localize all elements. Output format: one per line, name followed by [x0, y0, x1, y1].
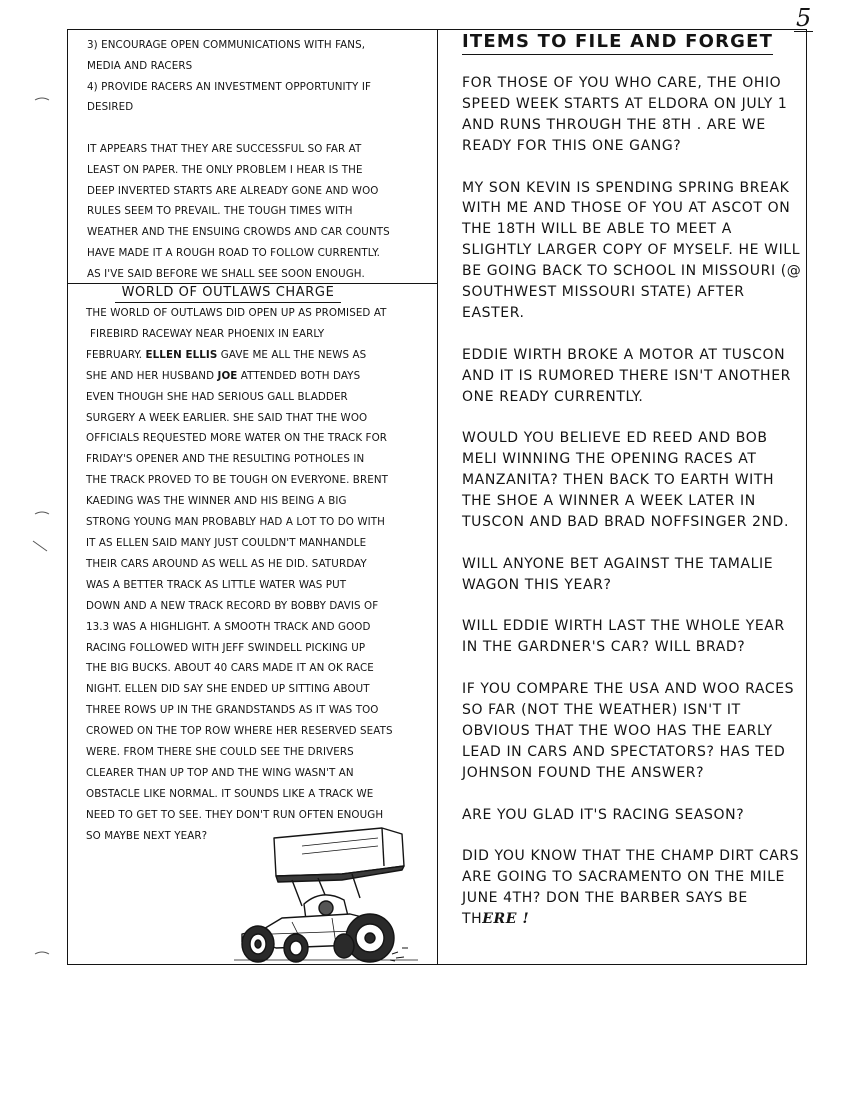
item-text: DID YOU KNOW THAT THE CHAMP DIRT CARS ARE GOING TO SACRAMENTO ON THE MILE JUNE 4TH? DON THE BARBER SAYS BE TH: [462, 848, 800, 928]
woo-text-line: STRONG YOUNG MAN PROBABLY HAD A LOT TO DO WITH: [86, 516, 386, 529]
item-paragraph: ARE YOU GLAD IT'S RACING SEASON?: [462, 806, 745, 823]
page-number: 5: [796, 4, 812, 32]
goal-line: 4) PROVIDE RACERS AN INVESTMENT OPPORTUNITY IF: [87, 80, 371, 93]
items-list: [462, 73, 802, 930]
woo-text-line: CROWED ON THE TOP ROW WHERE HER RESERVED SEATS: [86, 725, 393, 738]
margin-mark: [34, 950, 50, 956]
margin-mark: [32, 540, 48, 552]
text-line: AS I'VE SAID BEFORE WE SHALL SEE SOON ENOUGH.: [87, 267, 365, 280]
item-text-handwritten: ERE !: [482, 911, 530, 928]
item-paragraph: MY SON KEVIN IS SPENDING SPRING BREAK WITH ME AND THOSE OF YOU AT ASCOT ON THE 18TH WILL BE ABLE TO MEET A SLIGHTLY LARGER COPY OF MYSELF. HE WILL BE GOING BACK TO SCHOOL IN MISSOURI (@ SOUTHWEST MISSOURI STATE) AFTER EASTER.: [462, 179, 802, 321]
woo-text-line: KAEDING WAS THE WINNER AND HIS BEING A BIG: [86, 495, 347, 508]
item-paragraph: WILL ANYONE BET AGAINST THE TAMALIE WAGON THIS YEAR?: [462, 555, 774, 593]
woo-text-line: THEIR CARS AROUND AS WELL AS HE DID. SATURDAY: [86, 557, 367, 570]
woo-text-line: SHE AND HER HUSBAND JOE ATTENDED BOTH DAYS: [86, 369, 361, 382]
woo-text-line: FIREBIRD RACEWAY NEAR PHOENIX IN EARLY: [90, 327, 325, 340]
summary-paragraph: [87, 139, 427, 285]
text-line: DEEP INVERTED STARTS ARE ALREADY GONE AND WOO: [87, 184, 379, 197]
woo-text-line: THREE ROWS UP IN THE GRANDSTANDS AS IT WAS TOO: [86, 704, 379, 717]
woo-text-line: OFFICIALS REQUESTED MORE WATER ON THE TRACK FOR: [86, 432, 388, 445]
woo-text-line: FEBRUARY. ELLEN ELLIS GAVE ME ALL THE NEWS AS: [86, 348, 367, 361]
items-to-file-title: ITEMS TO FILE AND FORGET: [462, 30, 773, 55]
item-paragraph: FOR THOSE OF YOU WHO CARE, THE OHIO SPEED WEEK STARTS AT ELDORA ON JULY 1 AND RUNS THROUGH THE 8TH . ARE WE READY FOR THIS ONE GANG?: [462, 75, 788, 154]
woo-text-line: NEED TO GET TO SEE. THEY DON'T RUN OFTEN ENOUGH: [86, 808, 384, 821]
text-line: IT APPEARS THAT THEY ARE SUCCESSFUL SO FAR AT: [87, 142, 362, 155]
woo-text-line: RACING FOLLOWED WITH JEFF SWINDELL PICKING UP: [86, 641, 366, 654]
woo-text-line: NIGHT. ELLEN DID SAY SHE ENDED UP SITTING ABOUT: [86, 683, 370, 696]
woo-text-line: CLEARER THAN UP TOP AND THE WING WASN'T AN: [86, 766, 354, 779]
goal-line: 3) ENCOURAGE OPEN COMMUNICATIONS WITH FANS,: [87, 39, 366, 51]
item-paragraph: IF YOU COMPARE THE USA AND WOO RACES SO FAR (NOT THE WEATHER) ISN'T IT OBVIOUS THAT THE WOO HAS THE EARLY LEAD IN CARS AND SPECTATORS? HAS TED JOHNSON FOUND THE ANSWER?: [462, 681, 795, 781]
woo-text-line: EVEN THOUGH SHE HAD SERIOUS GALL BLADDER: [86, 390, 348, 403]
left-top-section: [87, 35, 427, 285]
goal-line: DESIRED: [87, 101, 134, 114]
goal-line: MEDIA AND RACERS: [87, 59, 193, 72]
item-paragraph-last: [462, 846, 802, 930]
text-line: LEAST ON PAPER. THE ONLY PROBLEM I HEAR IS THE: [87, 163, 363, 176]
woo-text-line: OBSTACLE LIKE NORMAL. IT SOUNDS LIKE A TRACK WE: [86, 787, 374, 800]
text-line: WEATHER AND THE ENSUING CROWDS AND CAR COUNTS: [87, 226, 390, 239]
woo-text-line: SURGERY A WEEK EARLIER. SHE SAID THAT THE WOO: [86, 411, 368, 424]
item-paragraph: WOULD YOU BELIEVE ED REED AND BOB MELI WINNING THE OPENING RACES AT MANZANITA? THEN BACK TO EARTH WITH THE SHOE A WINNER A WEEK LATER IN TUSCON AND BAD BRAD NOFFSINGER 2ND.: [462, 430, 789, 530]
margin-mark: [34, 510, 50, 516]
woo-text-line: WAS A BETTER TRACK AS LITTLE WATER WAS PUT: [86, 578, 347, 591]
woo-article-body: [86, 303, 430, 847]
woo-text-line: THE BIG BUCKS. ABOUT 40 CARS MADE IT AN OK RACE: [86, 662, 374, 675]
woo-text-line: IT AS ELLEN SAID MANY JUST COULDN'T MANHANDLE: [86, 536, 367, 549]
column-divider: [437, 29, 438, 965]
item-paragraph: WILL EDDIE WIRTH LAST THE WHOLE YEAR IN THE GARDNER'S CAR? WILL BRAD?: [462, 618, 785, 656]
woo-text-line: WERE. FROM THERE SHE COULD SEE THE DRIVERS: [86, 746, 354, 759]
woo-text-line: SO MAYBE NEXT YEAR?: [86, 829, 208, 842]
text-line: RULES SEEM TO PREVAIL. THE TOUGH TIMES WITH: [87, 205, 353, 218]
bold-name: ELLEN ELLIS: [145, 348, 218, 361]
woo-text-line: DOWN AND A NEW TRACK RECORD BY BOBBY DAVIS OF: [86, 599, 379, 612]
woo-article: [86, 283, 430, 847]
woo-text-line: THE TRACK PROVED TO BE TOUGH ON EVERYONE. BRENT: [86, 474, 389, 487]
bold-name: JOE: [217, 369, 238, 382]
woo-text-line: THE WORLD OF OUTLAWS DID OPEN UP AS PROMISED AT: [86, 307, 387, 319]
items-to-file-column: [462, 30, 802, 951]
item-paragraph: EDDIE WIRTH BROKE A MOTOR AT TUSCON AND IT IS RUMORED THERE ISN'T ANOTHER ONE READY CURRENTLY.: [462, 346, 791, 405]
text-line: HAVE MADE IT A ROUGH ROAD TO FOLLOW CURRENTLY.: [87, 246, 380, 259]
woo-text-line: 13.3 WAS A HIGHLIGHT. A SMOOTH TRACK AND GOOD: [86, 620, 371, 633]
margin-mark: [34, 96, 50, 102]
woo-article-heading: WORLD OF OUTLAWS CHARGE: [115, 283, 341, 303]
woo-text-line: FRIDAY'S OPENER AND THE RESULTING POTHOLES IN: [86, 453, 365, 466]
sprint-car-illustration: [232, 826, 422, 966]
